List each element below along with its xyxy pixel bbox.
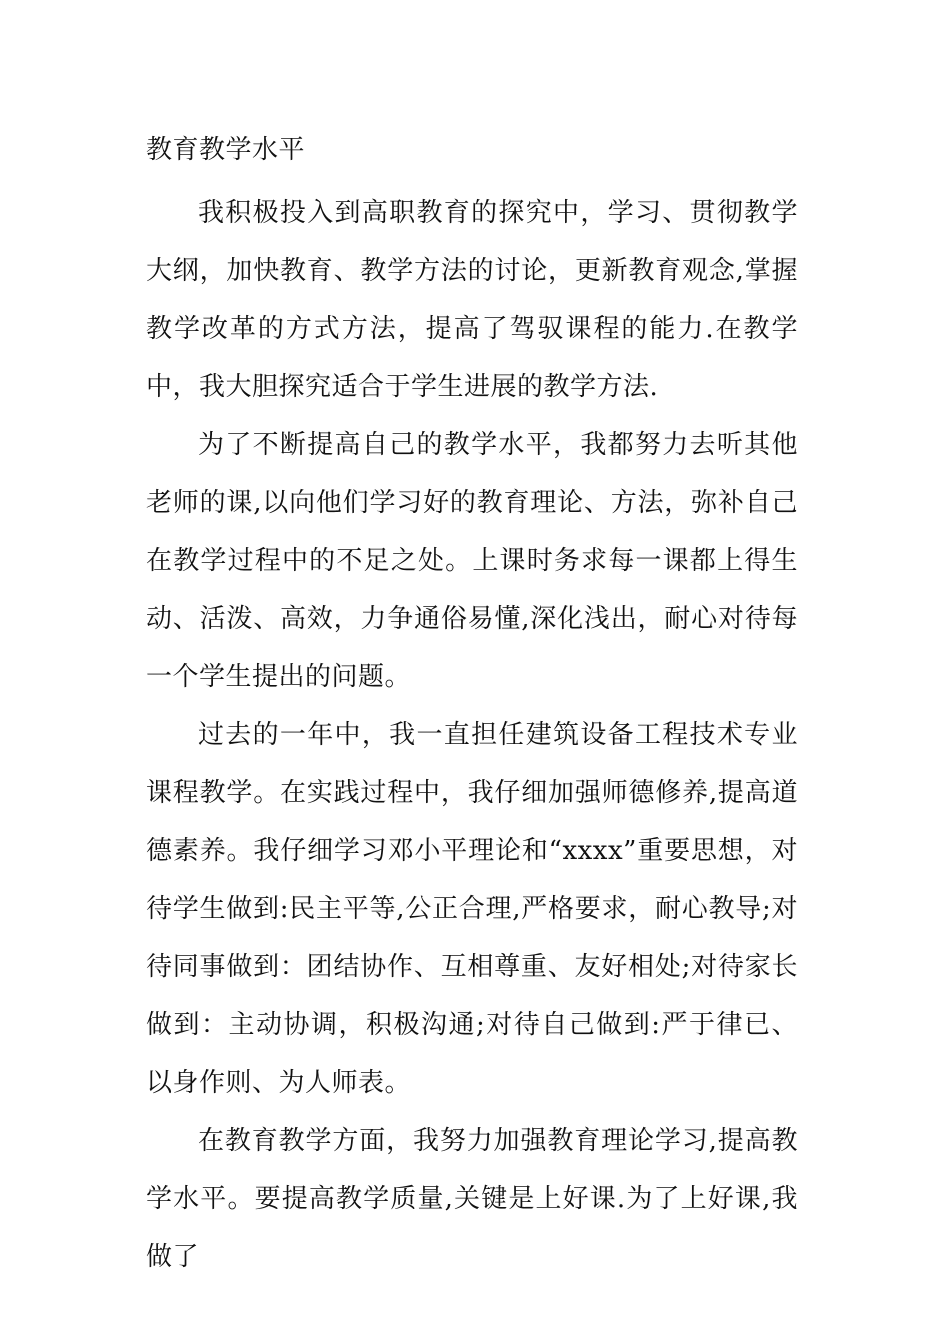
- section-heading: 教育教学水平: [146, 135, 306, 165]
- paragraph-4: 在教育教学方面，我努力加强教育理论学习,提高教学水平。要提高教学质量,关键是上好课.为了上好课,我做了: [146, 1126, 798, 1272]
- paragraph-2: 为了不断提高自己的教学水平，我都努力去听其他老师的课,以向他们学习好的教育理论、方法，弥补自己在教学过程中的不足之处。上课时务求每一课都上得生动、活泼、高效，力争通俗易懂,深化浅出，耐心对待每一个学生提出的问题。: [146, 430, 798, 692]
- document-body: [146, 126, 798, 1286]
- paragraph-1: 我积极投入到高职教育的探究中，学习、贯彻教学大纲，加快教育、教学方法的讨论，更新教育观念,掌握教学改革的方式方法，提高了驾驭课程的能力.在教学中，我大胆探究适合于学生进展的教学方法.: [146, 198, 798, 402]
- paragraph-3: 过去的一年中，我一直担任建筑设备工程技术专业课程教学。在实践过程中，我仔细加强师德修养,提高道德素养。我仔细学习邓小平理论和“xxxx”重要思想，对待学生做到:民主平等,公正合理,严格要求，耐心教导;对待同事做到：团结协作、互相尊重、友好相处;对待家长做到：主动协调，积极沟通;对待自己做到:严于律已、以身作则、为人师表。: [146, 720, 798, 1098]
